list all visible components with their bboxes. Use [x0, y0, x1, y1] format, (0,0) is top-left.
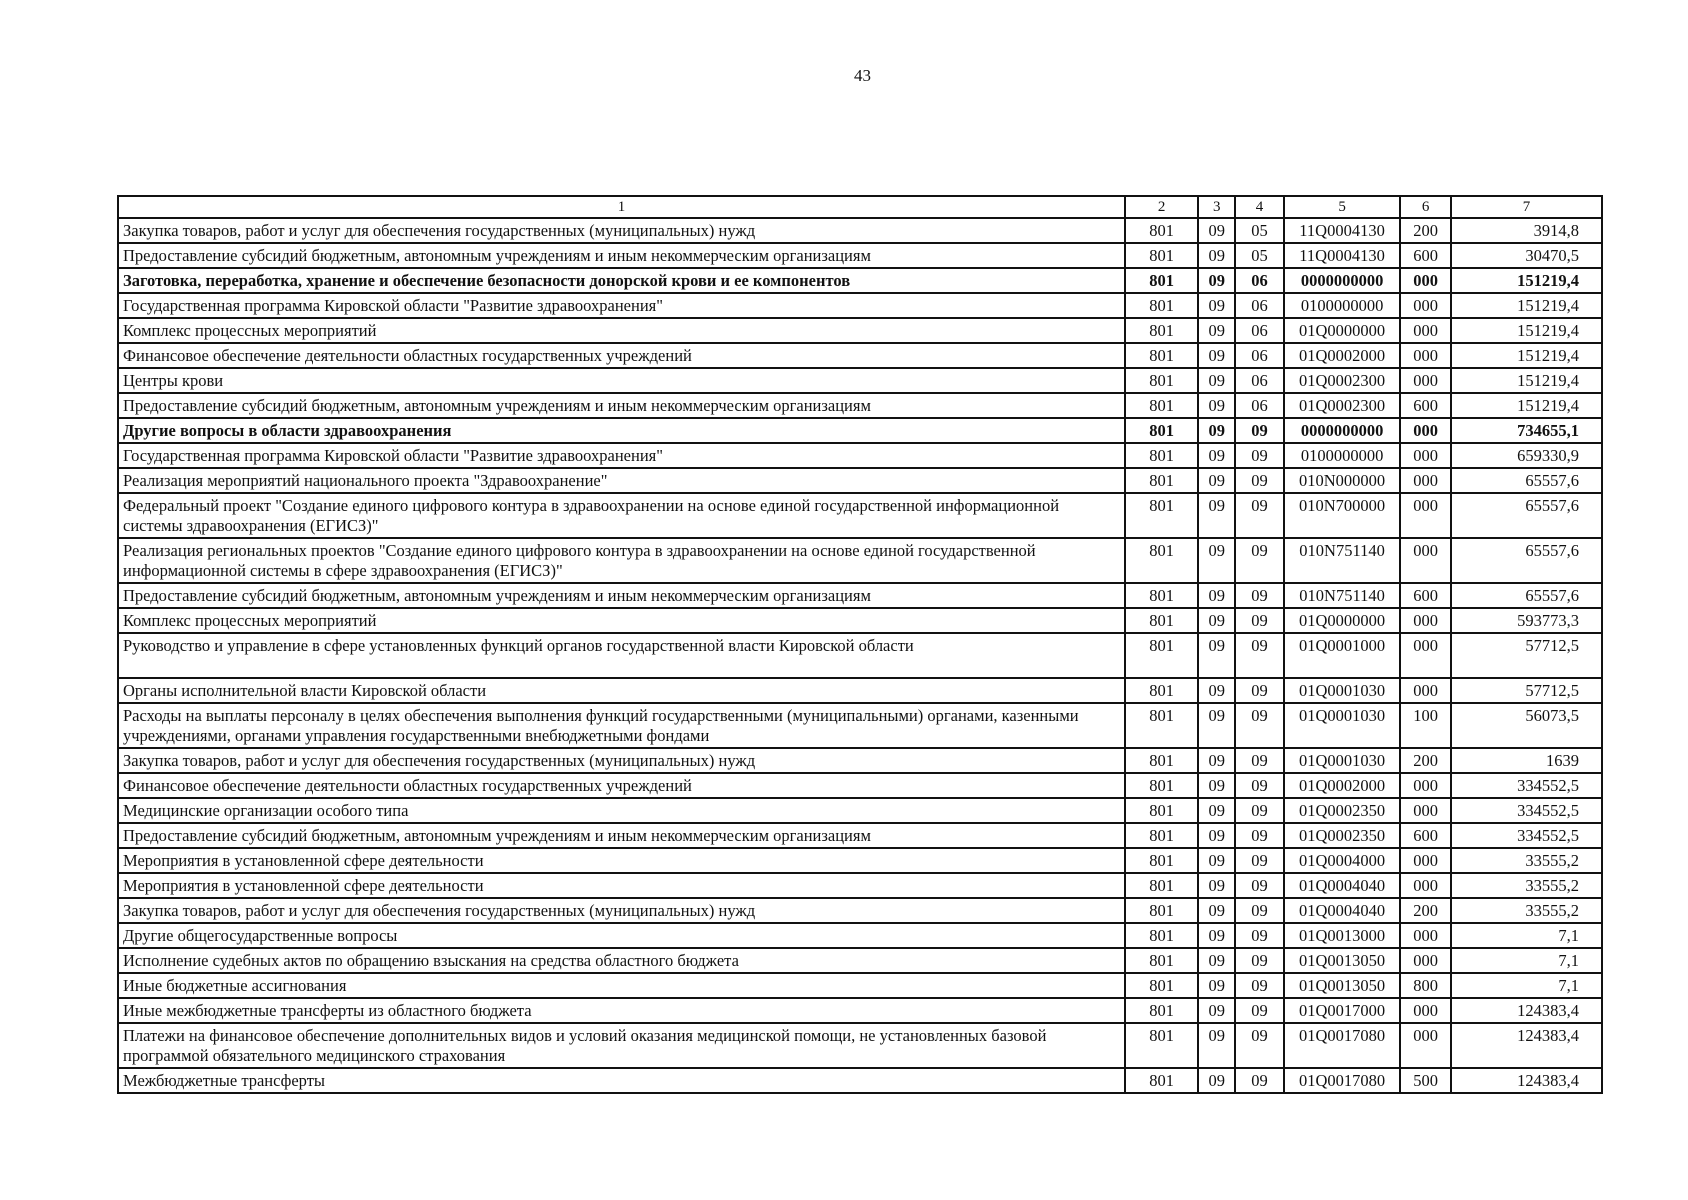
- row-subsection-cell: 06: [1235, 393, 1284, 418]
- row-subsection-cell: 09: [1235, 973, 1284, 998]
- table-row: [118, 443, 1602, 468]
- row-amount-cell: 65557,6: [1451, 468, 1602, 493]
- row-amount-cell: 56073,5: [1451, 703, 1602, 748]
- row-name-cell: Федеральный проект "Создание единого цифрового контура в здравоохранении на основе единой государственной информационной системы здравоохранения (ЕГИСЗ)": [118, 493, 1125, 538]
- row-subsection-cell: 09: [1235, 583, 1284, 608]
- row-expense-type-cell: 000: [1400, 848, 1451, 873]
- row-target-article-cell: 01Q0017080: [1284, 1068, 1400, 1093]
- row-section-cell: 09: [1198, 1023, 1235, 1068]
- row-code-cell: 801: [1125, 1068, 1198, 1093]
- row-target-article-cell: 01Q0000000: [1284, 608, 1400, 633]
- row-amount-cell: 65557,6: [1451, 493, 1602, 538]
- row-subsection-cell: 09: [1235, 493, 1284, 538]
- row-name-cell: Иные межбюджетные трансферты из областного бюджета: [118, 998, 1125, 1023]
- row-code-cell: 801: [1125, 923, 1198, 948]
- row-code-cell: 801: [1125, 748, 1198, 773]
- row-code-cell: 801: [1125, 948, 1198, 973]
- row-target-article-cell: 01Q0001030: [1284, 678, 1400, 703]
- row-name-cell: Финансовое обеспечение деятельности областных государственных учреждений: [118, 773, 1125, 798]
- row-amount-cell: 593773,3: [1451, 608, 1602, 633]
- row-amount-cell: 33555,2: [1451, 873, 1602, 898]
- row-name-cell: Закупка товаров, работ и услуг для обеспечения государственных (муниципальных) нужд: [118, 218, 1125, 243]
- table-row: [118, 748, 1602, 773]
- row-expense-type-cell: 000: [1400, 293, 1451, 318]
- row-name-cell: Медицинские организации особого типа: [118, 798, 1125, 823]
- row-name-cell: Заготовка, переработка, хранение и обеспечение безопасности донорской крови и ее компонентов: [118, 268, 1125, 293]
- row-code-cell: 801: [1125, 678, 1198, 703]
- row-code-cell: 801: [1125, 538, 1198, 583]
- row-subsection-cell: 09: [1235, 748, 1284, 773]
- row-name-cell: Предоставление субсидий бюджетным, автономным учреждениям и иным некоммерческим организациям: [118, 243, 1125, 268]
- row-expense-type-cell: 000: [1400, 998, 1451, 1023]
- row-code-cell: 801: [1125, 418, 1198, 443]
- table-row: [118, 343, 1602, 368]
- row-name-cell: Другие общегосударственные вопросы: [118, 923, 1125, 948]
- row-code-cell: 801: [1125, 703, 1198, 748]
- row-target-article-cell: 0000000000: [1284, 268, 1400, 293]
- row-expense-type-cell: 600: [1400, 583, 1451, 608]
- table-row: [118, 948, 1602, 973]
- header-row: [118, 196, 1602, 218]
- row-subsection-cell: 09: [1235, 823, 1284, 848]
- row-section-cell: 09: [1198, 678, 1235, 703]
- header-cell-7: 7: [1451, 196, 1602, 218]
- row-subsection-cell: 09: [1235, 633, 1284, 678]
- row-section-cell: 09: [1198, 583, 1235, 608]
- row-expense-type-cell: 000: [1400, 318, 1451, 343]
- row-section-cell: 09: [1198, 608, 1235, 633]
- row-target-article-cell: 11Q0004130: [1284, 243, 1400, 268]
- row-expense-type-cell: 000: [1400, 1023, 1451, 1068]
- row-target-article-cell: 01Q0001030: [1284, 748, 1400, 773]
- row-name-cell: Центры крови: [118, 368, 1125, 393]
- row-section-cell: 09: [1198, 898, 1235, 923]
- row-amount-cell: 57712,5: [1451, 633, 1602, 678]
- row-name-cell: Другие вопросы в области здравоохранения: [118, 418, 1125, 443]
- row-subsection-cell: 09: [1235, 1068, 1284, 1093]
- row-amount-cell: 151219,4: [1451, 343, 1602, 368]
- row-name-cell: Реализация региональных проектов "Создание единого цифрового контура в здравоохранении на основе единой государственной информационной системы в сфере здравоохранения (ЕГИСЗ)": [118, 538, 1125, 583]
- row-expense-type-cell: 000: [1400, 493, 1451, 538]
- table-row: [118, 848, 1602, 873]
- row-section-cell: 09: [1198, 748, 1235, 773]
- row-name-cell: Предоставление субсидий бюджетным, автономным учреждениям и иным некоммерческим организациям: [118, 823, 1125, 848]
- row-subsection-cell: 05: [1235, 218, 1284, 243]
- row-amount-cell: 65557,6: [1451, 583, 1602, 608]
- row-name-cell: Предоставление субсидий бюджетным, автономным учреждениям и иным некоммерческим организациям: [118, 583, 1125, 608]
- row-subsection-cell: 06: [1235, 268, 1284, 293]
- row-expense-type-cell: 000: [1400, 608, 1451, 633]
- row-name-cell: Органы исполнительной власти Кировской области: [118, 678, 1125, 703]
- row-amount-cell: 734655,1: [1451, 418, 1602, 443]
- row-code-cell: 801: [1125, 293, 1198, 318]
- row-name-cell: Государственная программа Кировской области "Развитие здравоохранения": [118, 293, 1125, 318]
- row-code-cell: 801: [1125, 633, 1198, 678]
- row-name-cell: Комплекс процессных мероприятий: [118, 608, 1125, 633]
- table-row: [118, 268, 1602, 293]
- row-subsection-cell: 09: [1235, 443, 1284, 468]
- row-section-cell: 09: [1198, 443, 1235, 468]
- table-row: [118, 633, 1602, 678]
- row-section-cell: 09: [1198, 243, 1235, 268]
- table-row: [118, 873, 1602, 898]
- row-expense-type-cell: 000: [1400, 343, 1451, 368]
- table-row: [118, 773, 1602, 798]
- budget-table: [117, 195, 1603, 1094]
- table-row: [118, 418, 1602, 443]
- table-row: [118, 998, 1602, 1023]
- row-amount-cell: 33555,2: [1451, 848, 1602, 873]
- table-body: [118, 218, 1602, 1093]
- row-subsection-cell: 09: [1235, 538, 1284, 583]
- row-name-cell: Предоставление субсидий бюджетным, автономным учреждениям и иным некоммерческим организациям: [118, 393, 1125, 418]
- header-cell-1: 1: [118, 196, 1125, 218]
- table-header: [118, 196, 1602, 218]
- row-subsection-cell: 09: [1235, 998, 1284, 1023]
- row-code-cell: 801: [1125, 798, 1198, 823]
- row-name-cell: Межбюджетные трансферты: [118, 1068, 1125, 1093]
- row-expense-type-cell: 200: [1400, 748, 1451, 773]
- row-name-cell: Расходы на выплаты персоналу в целях обеспечения выполнения функций государственными (муниципальными) органами, казенными учреждениями, органами управления государственными внебюджетными фондами: [118, 703, 1125, 748]
- row-expense-type-cell: 000: [1400, 678, 1451, 703]
- header-cell-4: 4: [1235, 196, 1284, 218]
- row-section-cell: 09: [1198, 318, 1235, 343]
- row-section-cell: 09: [1198, 703, 1235, 748]
- row-subsection-cell: 06: [1235, 368, 1284, 393]
- row-section-cell: 09: [1198, 218, 1235, 243]
- row-target-article-cell: 01Q0013000: [1284, 923, 1400, 948]
- row-name-cell: Комплекс процессных мероприятий: [118, 318, 1125, 343]
- table-row: [118, 393, 1602, 418]
- row-section-cell: 09: [1198, 1068, 1235, 1093]
- row-target-article-cell: 0100000000: [1284, 443, 1400, 468]
- row-expense-type-cell: 000: [1400, 798, 1451, 823]
- row-target-article-cell: 01Q0013050: [1284, 973, 1400, 998]
- row-code-cell: 801: [1125, 468, 1198, 493]
- row-amount-cell: 659330,9: [1451, 443, 1602, 468]
- row-section-cell: 09: [1198, 773, 1235, 798]
- row-amount-cell: 57712,5: [1451, 678, 1602, 703]
- row-section-cell: 09: [1198, 823, 1235, 848]
- row-amount-cell: 334552,5: [1451, 773, 1602, 798]
- row-amount-cell: 334552,5: [1451, 798, 1602, 823]
- row-amount-cell: 151219,4: [1451, 368, 1602, 393]
- row-expense-type-cell: 000: [1400, 538, 1451, 583]
- row-target-article-cell: 0100000000: [1284, 293, 1400, 318]
- row-section-cell: 09: [1198, 848, 1235, 873]
- row-code-cell: 801: [1125, 898, 1198, 923]
- row-section-cell: 09: [1198, 393, 1235, 418]
- row-amount-cell: 30470,5: [1451, 243, 1602, 268]
- row-section-cell: 09: [1198, 798, 1235, 823]
- row-section-cell: 09: [1198, 293, 1235, 318]
- row-target-article-cell: 01Q0017080: [1284, 1023, 1400, 1068]
- table-row: [118, 293, 1602, 318]
- row-subsection-cell: 09: [1235, 773, 1284, 798]
- row-subsection-cell: 09: [1235, 898, 1284, 923]
- row-section-cell: 09: [1198, 998, 1235, 1023]
- row-amount-cell: 124383,4: [1451, 1068, 1602, 1093]
- row-amount-cell: 124383,4: [1451, 1023, 1602, 1068]
- table-row: [118, 798, 1602, 823]
- row-expense-type-cell: 000: [1400, 923, 1451, 948]
- row-amount-cell: 33555,2: [1451, 898, 1602, 923]
- row-subsection-cell: 09: [1235, 923, 1284, 948]
- row-amount-cell: 65557,6: [1451, 538, 1602, 583]
- row-expense-type-cell: 600: [1400, 243, 1451, 268]
- row-expense-type-cell: 000: [1400, 948, 1451, 973]
- table-row: [118, 468, 1602, 493]
- row-subsection-cell: 09: [1235, 703, 1284, 748]
- row-name-cell: Закупка товаров, работ и услуг для обеспечения государственных (муниципальных) нужд: [118, 898, 1125, 923]
- row-amount-cell: 7,1: [1451, 923, 1602, 948]
- table-row: [118, 923, 1602, 948]
- row-expense-type-cell: 100: [1400, 703, 1451, 748]
- header-cell-5: 5: [1284, 196, 1400, 218]
- row-section-cell: 09: [1198, 468, 1235, 493]
- table-row: [118, 1023, 1602, 1068]
- row-code-cell: 801: [1125, 268, 1198, 293]
- table-row: [118, 678, 1602, 703]
- row-expense-type-cell: 800: [1400, 973, 1451, 998]
- row-code-cell: 801: [1125, 1023, 1198, 1068]
- row-code-cell: 801: [1125, 218, 1198, 243]
- table-row: [118, 218, 1602, 243]
- row-target-article-cell: 01Q0001000: [1284, 633, 1400, 678]
- row-amount-cell: 124383,4: [1451, 998, 1602, 1023]
- row-subsection-cell: 09: [1235, 948, 1284, 973]
- row-code-cell: 801: [1125, 318, 1198, 343]
- row-code-cell: 801: [1125, 443, 1198, 468]
- table-row: [118, 703, 1602, 748]
- row-amount-cell: 151219,4: [1451, 268, 1602, 293]
- row-subsection-cell: 06: [1235, 293, 1284, 318]
- row-expense-type-cell: 200: [1400, 218, 1451, 243]
- row-expense-type-cell: 200: [1400, 898, 1451, 923]
- row-expense-type-cell: 000: [1400, 633, 1451, 678]
- row-target-article-cell: 01Q0000000: [1284, 318, 1400, 343]
- row-subsection-cell: 09: [1235, 873, 1284, 898]
- row-target-article-cell: 01Q0004040: [1284, 873, 1400, 898]
- row-expense-type-cell: 000: [1400, 418, 1451, 443]
- table-row: [118, 898, 1602, 923]
- row-amount-cell: 3914,8: [1451, 218, 1602, 243]
- table-row: [118, 538, 1602, 583]
- row-expense-type-cell: 600: [1400, 393, 1451, 418]
- row-name-cell: Мероприятия в установленной сфере деятельности: [118, 873, 1125, 898]
- table-row: [118, 973, 1602, 998]
- row-target-article-cell: 010N000000: [1284, 468, 1400, 493]
- row-subsection-cell: 09: [1235, 678, 1284, 703]
- row-section-cell: 09: [1198, 538, 1235, 583]
- row-target-article-cell: 01Q0004040: [1284, 898, 1400, 923]
- row-expense-type-cell: 000: [1400, 468, 1451, 493]
- row-section-cell: 09: [1198, 973, 1235, 998]
- table-row: [118, 318, 1602, 343]
- row-subsection-cell: 05: [1235, 243, 1284, 268]
- row-code-cell: 801: [1125, 493, 1198, 538]
- row-amount-cell: 7,1: [1451, 973, 1602, 998]
- row-target-article-cell: 010N700000: [1284, 493, 1400, 538]
- row-subsection-cell: 09: [1235, 608, 1284, 633]
- row-section-cell: 09: [1198, 923, 1235, 948]
- row-section-cell: 09: [1198, 418, 1235, 443]
- row-code-cell: 801: [1125, 998, 1198, 1023]
- row-name-cell: Мероприятия в установленной сфере деятельности: [118, 848, 1125, 873]
- row-section-cell: 09: [1198, 633, 1235, 678]
- row-code-cell: 801: [1125, 973, 1198, 998]
- row-target-article-cell: 01Q0004000: [1284, 848, 1400, 873]
- row-name-cell: Государственная программа Кировской области "Развитие здравоохранения": [118, 443, 1125, 468]
- row-expense-type-cell: 000: [1400, 773, 1451, 798]
- row-code-cell: 801: [1125, 823, 1198, 848]
- row-section-cell: 09: [1198, 368, 1235, 393]
- row-name-cell: Реализация мероприятий национального проекта "Здравоохранение": [118, 468, 1125, 493]
- row-target-article-cell: 01Q0001030: [1284, 703, 1400, 748]
- row-code-cell: 801: [1125, 243, 1198, 268]
- row-target-article-cell: 01Q0013050: [1284, 948, 1400, 973]
- row-code-cell: 801: [1125, 368, 1198, 393]
- row-expense-type-cell: 600: [1400, 823, 1451, 848]
- row-target-article-cell: 01Q0002350: [1284, 823, 1400, 848]
- row-expense-type-cell: 000: [1400, 443, 1451, 468]
- row-section-cell: 09: [1198, 343, 1235, 368]
- row-subsection-cell: 09: [1235, 1023, 1284, 1068]
- row-section-cell: 09: [1198, 948, 1235, 973]
- row-code-cell: 801: [1125, 583, 1198, 608]
- row-code-cell: 801: [1125, 608, 1198, 633]
- row-amount-cell: 334552,5: [1451, 823, 1602, 848]
- row-target-article-cell: 01Q0002000: [1284, 773, 1400, 798]
- row-target-article-cell: 0000000000: [1284, 418, 1400, 443]
- row-section-cell: 09: [1198, 268, 1235, 293]
- header-cell-2: 2: [1125, 196, 1198, 218]
- row-code-cell: 801: [1125, 343, 1198, 368]
- row-target-article-cell: 01Q0002300: [1284, 393, 1400, 418]
- row-name-cell: Закупка товаров, работ и услуг для обеспечения государственных (муниципальных) нужд: [118, 748, 1125, 773]
- row-name-cell: Исполнение судебных актов по обращению взыскания на средства областного бюджета: [118, 948, 1125, 973]
- page-number: 43: [854, 66, 871, 85]
- row-amount-cell: 7,1: [1451, 948, 1602, 973]
- row-name-cell: Финансовое обеспечение деятельности областных государственных учреждений: [118, 343, 1125, 368]
- row-target-article-cell: 01Q0002350: [1284, 798, 1400, 823]
- row-expense-type-cell: 000: [1400, 873, 1451, 898]
- row-expense-type-cell: 000: [1400, 268, 1451, 293]
- table-row: [118, 368, 1602, 393]
- row-subsection-cell: 09: [1235, 468, 1284, 493]
- table-row: [118, 1068, 1602, 1093]
- row-subsection-cell: 09: [1235, 798, 1284, 823]
- table-row: [118, 608, 1602, 633]
- header-cell-3: 3: [1198, 196, 1235, 218]
- row-subsection-cell: 09: [1235, 848, 1284, 873]
- row-expense-type-cell: 000: [1400, 368, 1451, 393]
- table-row: [118, 493, 1602, 538]
- row-amount-cell: 151219,4: [1451, 318, 1602, 343]
- row-code-cell: 801: [1125, 873, 1198, 898]
- row-code-cell: 801: [1125, 773, 1198, 798]
- row-subsection-cell: 06: [1235, 318, 1284, 343]
- row-name-cell: Платежи на финансовое обеспечение дополнительных видов и условий оказания медицинской помощи, не установленных базовой программой обязательного медицинского страхования: [118, 1023, 1125, 1068]
- table-row: [118, 243, 1602, 268]
- row-section-cell: 09: [1198, 493, 1235, 538]
- row-target-article-cell: 11Q0004130: [1284, 218, 1400, 243]
- table-row: [118, 823, 1602, 848]
- row-amount-cell: 151219,4: [1451, 393, 1602, 418]
- row-target-article-cell: 010N751140: [1284, 538, 1400, 583]
- row-target-article-cell: 01Q0017000: [1284, 998, 1400, 1023]
- row-amount-cell: 1639: [1451, 748, 1602, 773]
- row-expense-type-cell: 500: [1400, 1068, 1451, 1093]
- row-subsection-cell: 06: [1235, 343, 1284, 368]
- row-code-cell: 801: [1125, 848, 1198, 873]
- row-target-article-cell: 010N751140: [1284, 583, 1400, 608]
- row-section-cell: 09: [1198, 873, 1235, 898]
- row-code-cell: 801: [1125, 393, 1198, 418]
- row-name-cell: Руководство и управление в сфере установленных функций органов государственной власти Кировской области: [118, 633, 1125, 678]
- row-target-article-cell: 01Q0002000: [1284, 343, 1400, 368]
- header-cell-6: 6: [1400, 196, 1451, 218]
- row-subsection-cell: 09: [1235, 418, 1284, 443]
- row-amount-cell: 151219,4: [1451, 293, 1602, 318]
- table-row: [118, 583, 1602, 608]
- row-target-article-cell: 01Q0002300: [1284, 368, 1400, 393]
- row-name-cell: Иные бюджетные ассигнования: [118, 973, 1125, 998]
